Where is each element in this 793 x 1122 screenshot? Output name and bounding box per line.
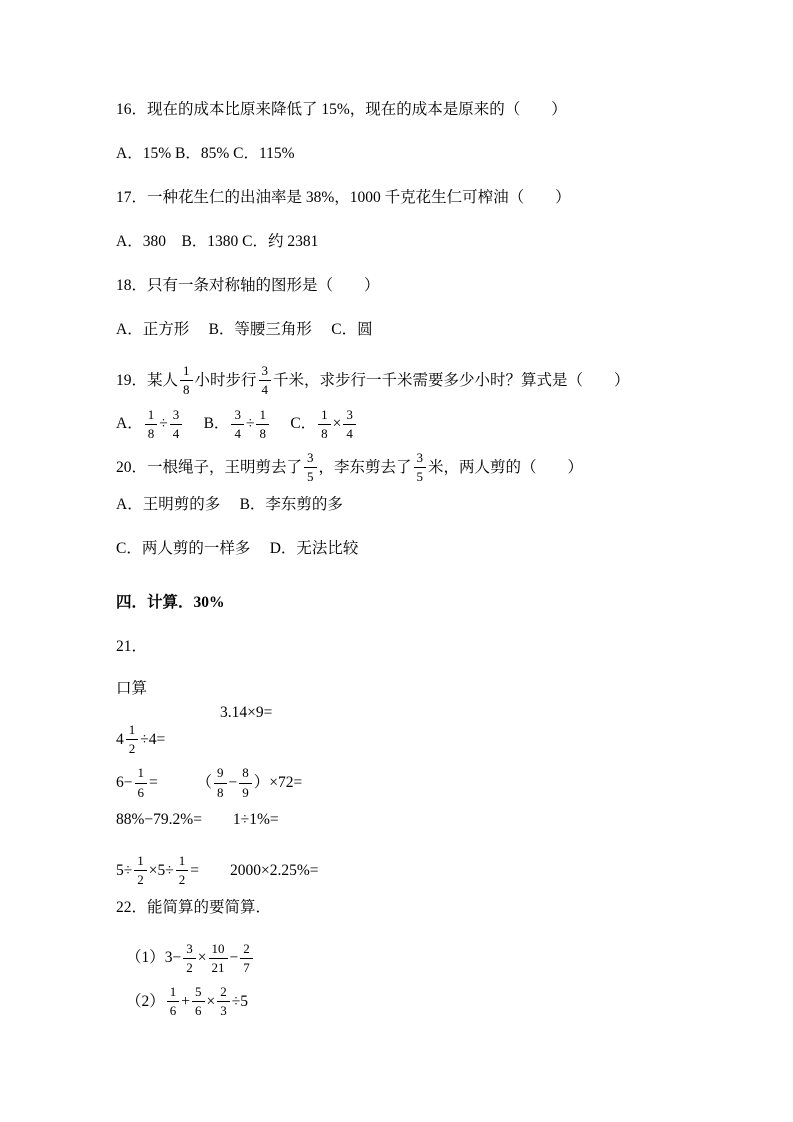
text-run: 18．只有一条对称轴的图形是（ ） (116, 277, 380, 294)
text-run: 3.14×9= (220, 703, 273, 721)
fraction (135, 766, 148, 800)
fraction-denominator: 6 (169, 1003, 177, 1019)
line-oral-row-d (116, 810, 693, 830)
line-q21-number (116, 637, 693, 657)
fraction (170, 408, 183, 442)
line-q16-stem (116, 100, 693, 120)
fraction (180, 364, 193, 398)
text-run: 20．一根绳子，王明剪去了 (116, 458, 303, 476)
line-q20-options-cd (116, 539, 693, 559)
fraction-numerator: 3 (304, 451, 317, 468)
text-run: A．王明剪的多 B．李东剪的多 (116, 495, 343, 513)
fraction-denominator: 8 (183, 382, 190, 398)
text-run: （1）3− (126, 949, 182, 967)
fraction-denominator: 4 (261, 382, 269, 398)
line-q17-stem (116, 188, 693, 208)
fraction-numerator: 3 (259, 364, 272, 381)
line-oral-label (116, 679, 693, 699)
fraction (259, 364, 272, 398)
fraction-denominator: 6 (137, 784, 144, 800)
fraction-numerator: 3 (170, 408, 183, 425)
fraction-numerator: 3 (414, 451, 427, 468)
fraction-numerator: 1 (135, 766, 148, 783)
text-run: − (229, 949, 239, 967)
line-oral-row-a (116, 703, 693, 723)
text-run: ÷5 (231, 992, 249, 1010)
line-q20-options-ab (116, 495, 693, 515)
text-run: 17．一种花生仁的出油率是 38%，1000 千克花生仁可榨油（ ） (116, 189, 571, 206)
fraction-numerator: 9 (214, 766, 227, 783)
text-run: 16．现在的成本比原来降低了 15%，现在的成本是原来的（ ） (116, 101, 567, 118)
text-run: ÷ (159, 415, 168, 433)
text-run: C．两人剪的一样多 D．无法比较 (116, 539, 359, 557)
fraction-numerator: 1 (134, 854, 147, 871)
text-run: ÷ (245, 415, 255, 433)
fraction (217, 985, 230, 1019)
line-q22-item-1 (116, 942, 693, 976)
fraction (343, 408, 356, 442)
line-q16-options (116, 144, 693, 164)
line-q17-options (116, 232, 693, 252)
text-run: 6− (116, 774, 133, 792)
fraction-numerator: 3 (343, 408, 356, 425)
text-run: B． (184, 415, 230, 433)
fraction-denominator: 6 (195, 1003, 202, 1019)
fraction (176, 854, 189, 888)
text-run: A．15% B．85% C．115% (116, 145, 295, 162)
fraction-numerator: 1 (256, 408, 269, 425)
line-section-header (116, 593, 693, 613)
text-run: × (197, 949, 207, 967)
text-run: （2） (126, 992, 165, 1010)
fraction (183, 942, 196, 976)
fraction-denominator: 8 (259, 425, 266, 441)
text-run: ，李东剪去了 (318, 458, 412, 476)
text-run: 88%−79.2%= 1÷1%= (116, 810, 279, 828)
line-q18-options (116, 320, 693, 340)
fraction (240, 942, 253, 976)
fraction (209, 942, 228, 976)
fraction (231, 408, 244, 442)
fraction (134, 854, 147, 888)
line-oral-row-b (116, 723, 693, 757)
text-run: = （ (149, 774, 212, 792)
text-run: 4 (116, 730, 124, 748)
fraction (192, 985, 205, 1019)
fraction-denominator: 2 (128, 741, 136, 757)
fraction (414, 451, 427, 485)
fraction-denominator: 2 (186, 959, 193, 975)
fraction-denominator: 8 (147, 425, 155, 441)
line-oral-row-c (116, 766, 693, 800)
text-run: 5÷ (116, 861, 133, 879)
fraction-numerator: 1 (145, 408, 158, 425)
fraction-numerator: 2 (217, 985, 230, 1002)
fraction (256, 408, 269, 442)
fraction-numerator: 1 (126, 723, 139, 740)
text-run: 19．某人 (116, 371, 179, 389)
text-run: × (332, 415, 342, 433)
text-run: ×5÷ (148, 861, 174, 879)
fraction-denominator: 4 (346, 425, 353, 441)
fraction-denominator: 4 (234, 425, 241, 441)
text-run: 21． (116, 637, 148, 655)
fraction-numerator: 3 (231, 408, 244, 425)
fraction-denominator: 5 (416, 469, 424, 485)
line-q19-stem (116, 364, 693, 398)
text-run: 千米，求步行一千米需要多少小时？算式是（ ） (273, 371, 630, 389)
text-run: ）×72= (253, 774, 303, 792)
line-q22-stem (116, 898, 693, 918)
text-run: A．正方形 B．等腰三角形 C．圆 (116, 321, 373, 338)
text-run: + (181, 992, 191, 1010)
fraction (126, 723, 139, 757)
fraction-denominator: 2 (178, 872, 186, 888)
fraction (304, 451, 317, 485)
fraction-denominator: 2 (137, 872, 144, 888)
fraction (239, 766, 252, 800)
fraction-numerator: 10 (209, 942, 228, 959)
line-q20-stem (116, 451, 693, 485)
text-run: 小时步行 (194, 371, 257, 389)
fraction-denominator: 8 (217, 784, 224, 800)
fraction-numerator: 1 (167, 985, 180, 1002)
fraction (167, 985, 180, 1019)
fraction (145, 408, 158, 442)
text-run: ÷4= (140, 730, 166, 748)
fraction-denominator: 8 (321, 425, 328, 441)
line-q22-item-2 (116, 985, 693, 1019)
text-run: − (228, 774, 238, 792)
fraction-numerator: 2 (240, 942, 253, 959)
text-run: 口算 (116, 679, 148, 697)
fraction-denominator: 21 (211, 959, 225, 975)
fraction (318, 408, 331, 442)
text-run: A． (116, 415, 143, 433)
fraction-numerator: 8 (239, 766, 252, 783)
text-run: 四．计算．30% (116, 593, 225, 611)
text-run: C． (270, 415, 317, 433)
fraction-denominator: 4 (172, 425, 180, 441)
text-run: = 2000×2.25%= (190, 861, 319, 879)
fraction-denominator: 9 (242, 784, 249, 800)
text-run: × (206, 992, 216, 1010)
text-run: 米，两人剪的（ ） (428, 458, 584, 476)
fraction-numerator: 1 (176, 854, 189, 871)
fraction-numerator: 1 (318, 408, 331, 425)
fraction-numerator: 1 (180, 364, 193, 381)
fraction-denominator: 3 (220, 1003, 227, 1019)
text-run: A．380 B．1380 C．约 2381 (116, 233, 319, 250)
fraction-denominator: 5 (307, 469, 314, 485)
line-q19-options (116, 408, 693, 442)
line-q18-stem (116, 276, 693, 296)
fraction-numerator: 3 (183, 942, 196, 959)
line-oral-row-e (116, 854, 693, 888)
fraction-numerator: 5 (192, 985, 205, 1002)
fraction-denominator: 7 (243, 959, 250, 975)
text-run: 22．能简算的要简算． (116, 898, 272, 916)
fraction (214, 766, 227, 800)
